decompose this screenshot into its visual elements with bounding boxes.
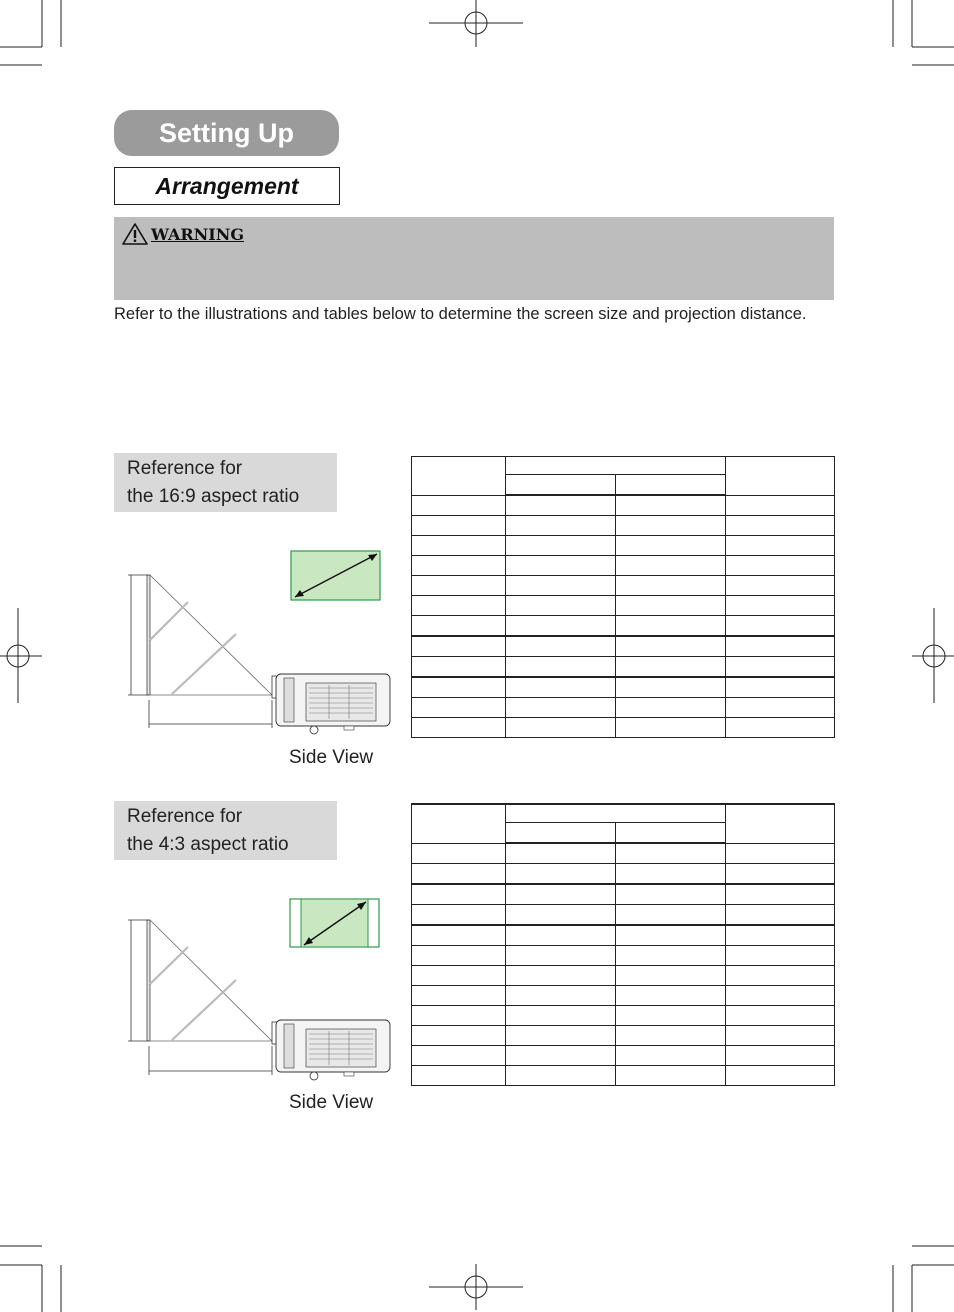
table-cell <box>412 536 506 556</box>
table-cell <box>726 884 835 905</box>
table-cell <box>616 636 726 657</box>
table-cell <box>412 636 506 657</box>
table-cell <box>506 823 616 844</box>
table-cell <box>726 804 835 843</box>
table-cell <box>726 636 835 657</box>
table-cell <box>616 495 726 516</box>
table-cell <box>616 1026 726 1046</box>
table-cell <box>726 1066 835 1086</box>
table-row <box>412 636 835 657</box>
table-cell <box>726 986 835 1006</box>
reference-line1: Reference for <box>127 458 243 479</box>
table-cell <box>616 718 726 738</box>
reference-line2: the 16:9 aspect ratio <box>127 486 300 507</box>
table-cell <box>412 457 506 496</box>
table-cell <box>726 925 835 946</box>
table-cell <box>412 864 506 885</box>
table-cell <box>506 1066 616 1086</box>
distance-table-16-9 <box>411 456 835 738</box>
table-cell <box>616 556 726 576</box>
table-cell <box>412 516 506 536</box>
table-cell <box>726 966 835 986</box>
table-cell <box>506 884 616 905</box>
table-cell <box>616 475 726 496</box>
table-cell <box>506 677 616 698</box>
table-cell <box>506 843 616 864</box>
table-row <box>412 946 835 966</box>
table-cell <box>616 1046 726 1066</box>
table-cell <box>506 495 616 516</box>
table-cell <box>616 1066 726 1086</box>
table-row <box>412 843 835 864</box>
table-row <box>412 864 835 885</box>
table-cell <box>616 864 726 885</box>
table-row <box>412 536 835 556</box>
side-view-caption-4-3: Side View <box>289 1092 374 1113</box>
table-cell <box>506 536 616 556</box>
table-cell <box>726 556 835 576</box>
table-cell <box>726 946 835 966</box>
table-cell <box>412 596 506 616</box>
table-cell <box>726 1006 835 1026</box>
table-cell <box>506 516 616 536</box>
table-cell <box>726 657 835 678</box>
table-cell <box>726 457 835 496</box>
table-cell <box>506 718 616 738</box>
table-cell <box>412 495 506 516</box>
table-row <box>412 596 835 616</box>
table-cell <box>726 677 835 698</box>
table-cell <box>616 698 726 718</box>
warning-band <box>114 217 834 300</box>
table-row <box>412 1066 835 1086</box>
table-cell <box>506 966 616 986</box>
table-cell <box>412 556 506 576</box>
side-view-caption-16-9: Side View <box>289 747 374 768</box>
table-cell <box>412 925 506 946</box>
table-row <box>412 1006 835 1026</box>
table-cell <box>726 718 835 738</box>
table-cell <box>412 718 506 738</box>
projector-icon <box>272 674 390 734</box>
table-cell <box>412 884 506 905</box>
table-cell <box>616 823 726 844</box>
table-cell <box>726 843 835 864</box>
table-cell <box>412 657 506 678</box>
table-row <box>412 804 835 823</box>
warning-triangle-icon <box>122 223 148 245</box>
table-cell <box>726 616 835 637</box>
table-cell <box>616 925 726 946</box>
table-cell <box>412 576 506 596</box>
table-cell <box>616 884 726 905</box>
table-cell <box>506 616 616 637</box>
table-row <box>412 986 835 1006</box>
table-cell <box>412 946 506 966</box>
table-cell <box>616 576 726 596</box>
table-cell <box>506 1006 616 1026</box>
table-row <box>412 677 835 698</box>
table-cell <box>726 495 835 516</box>
side-view-diagram-4-3 <box>114 888 399 1088</box>
warning-text: WARNING <box>151 224 245 244</box>
table-row <box>412 698 835 718</box>
table-row <box>412 657 835 678</box>
table-cell <box>412 1006 506 1026</box>
side-view-diagram-16-9 <box>114 540 399 740</box>
table-row <box>412 905 835 926</box>
table-row <box>412 966 835 986</box>
table-cell <box>616 986 726 1006</box>
reference-line2: the 4:3 aspect ratio <box>127 834 289 855</box>
table-cell <box>506 698 616 718</box>
table-cell <box>506 804 726 823</box>
section-heading: Arrangement <box>114 167 340 205</box>
table-cell <box>506 457 726 475</box>
table-cell <box>506 475 616 496</box>
table-cell <box>616 536 726 556</box>
table-cell <box>506 986 616 1006</box>
table-cell <box>506 576 616 596</box>
table-cell <box>412 1046 506 1066</box>
table-cell <box>726 864 835 885</box>
table-row <box>412 457 835 475</box>
table-cell <box>412 843 506 864</box>
table-cell <box>412 905 506 926</box>
table-row <box>412 718 835 738</box>
table-cell <box>506 1046 616 1066</box>
table-cell <box>506 596 616 616</box>
table-cell <box>506 556 616 576</box>
table-cell <box>412 986 506 1006</box>
table-row <box>412 516 835 536</box>
table-cell <box>616 905 726 926</box>
table-row <box>412 1046 835 1066</box>
table-cell <box>616 946 726 966</box>
table-cell <box>616 596 726 616</box>
table-cell <box>616 657 726 678</box>
table-cell <box>412 966 506 986</box>
table-cell <box>726 516 835 536</box>
table-cell <box>616 516 726 536</box>
table-cell <box>616 843 726 864</box>
table-cell <box>616 616 726 637</box>
table-cell <box>726 1046 835 1066</box>
table-cell <box>506 925 616 946</box>
table-cell <box>412 804 506 843</box>
reference-box-16-9 <box>114 453 337 512</box>
table-row <box>412 884 835 905</box>
table-cell <box>506 657 616 678</box>
table-cell <box>726 698 835 718</box>
table-cell <box>412 1026 506 1046</box>
table-row <box>412 925 835 946</box>
table-cell <box>616 966 726 986</box>
table-cell <box>506 905 616 926</box>
intro-text: Refer to the illustrations and tables below to determine the screen size and projection distance. <box>114 305 807 323</box>
table-cell <box>616 677 726 698</box>
projector-icon <box>272 1020 390 1080</box>
table-cell <box>506 1026 616 1046</box>
table-cell <box>506 946 616 966</box>
table-cell <box>726 596 835 616</box>
table-cell <box>412 698 506 718</box>
table-cell <box>412 1066 506 1086</box>
distance-table-4-3 <box>411 803 835 1086</box>
table-cell <box>726 536 835 556</box>
table-cell <box>726 576 835 596</box>
table-row <box>412 1026 835 1046</box>
table-row <box>412 576 835 596</box>
reference-line1: Reference for <box>127 806 243 827</box>
page-title: Setting Up <box>114 110 339 156</box>
table-cell <box>506 636 616 657</box>
table-row <box>412 495 835 516</box>
reference-box-4-3 <box>114 801 337 860</box>
table-cell <box>726 905 835 926</box>
table-row <box>412 616 835 637</box>
warning-label <box>122 223 244 245</box>
table-cell <box>726 1026 835 1046</box>
table-cell <box>616 1006 726 1026</box>
table-row <box>412 556 835 576</box>
table-cell <box>506 864 616 885</box>
table-cell <box>412 616 506 637</box>
table-cell <box>412 677 506 698</box>
